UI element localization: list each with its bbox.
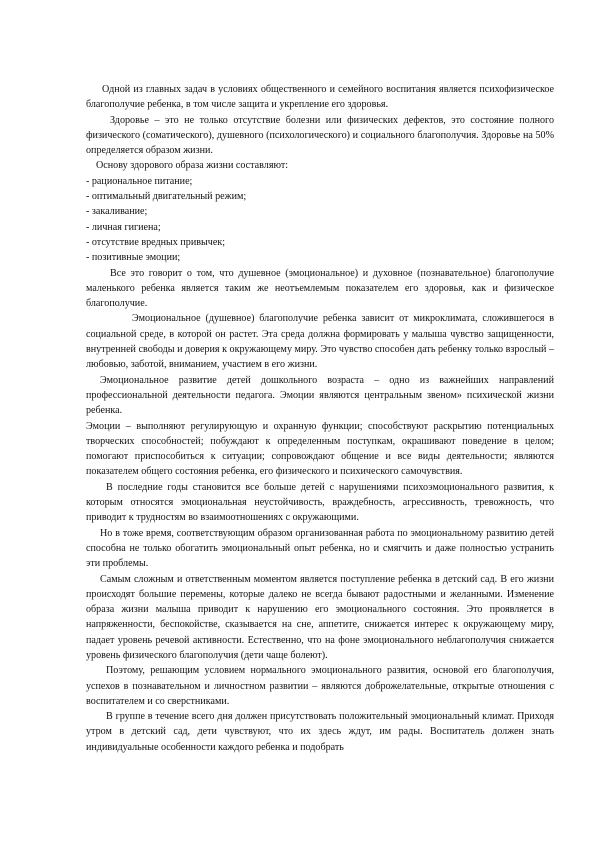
paragraph-health-definition: Здоровье – это не только отсутствие болезни или физических дефектов, это состояние полного физического (соматического), душевного (психологического) и социального благополучия. Здоровье на 50% определяется образом жизни.	[86, 114, 554, 157]
healthy-lifestyle-list	[86, 174, 554, 266]
paragraph-emotion-functions: Эмоции – выполняют регулирующую и охранную функции; способствуют раскрытию потенциальных творческих способностей; побуждают к определенным поступкам, окрашивают поведение в целом; помогают приспособиться к ситуации; сопровождают общение и все виды деятельности; являются показателем общего состояния ребенка, его физического и психического самочувствия.	[86, 420, 554, 478]
paragraph-organized-work: Но в тоже время, соответствующим образом организованная работа по эмоциональному развитию детей способна не только обогатить эмоциональный опыт ребенка, но и смягчить и даже полностью устранить эти проблемы.	[86, 527, 554, 570]
list-item: - оптимальный двигательный режим;	[86, 191, 247, 203]
list-item: - закаливание;	[86, 206, 148, 218]
paragraph-decisive-condition: Поэтому, решающим условием нормального эмоционального развития, основой его благополучия, успехов в познавательном и личностном развитии – являются доброжелательные, открытые отношения с воспитателем и со сверстниками.	[86, 665, 554, 707]
paragraph-group-climate: В группе в течение всего дня должен присутствовать положительный эмоциональный климат. Приходя утром в детский сад, дети чувствуют, что их здесь ждут, им рады. Воспитатель должен знать индивидуальные особенности каждого ребенка и подобрать	[86, 711, 554, 753]
paragraph-microclimate: Эмоциональное (душевное) благополучие ребенка зависит от микроклимата, сложившегося в социальной среде, в которой он растет. Эта среда должна формировать у малыша чувство защищенности, внутренней свободы и доверия к окружающему миру. Это чувство способен дать ребенку только взрослый – любовью, заботой, вниманием, участием в его жизни.	[86, 313, 554, 371]
list-item: - отсутствие вредных привычек;	[86, 236, 226, 248]
paragraph-emotional-development: Эмоциональное развитие детей дошкольного возраста – одно из важнейших направлений профессиональной деятельности педагога. Эмоции являются центральным звеном» психической жизни ребенка.	[86, 374, 554, 417]
list-item: - позитивные эмоции;	[86, 252, 181, 264]
list-item: - личная гигиена;	[86, 221, 161, 233]
paragraph-intro: Одной из главных задач в условиях общественного и семейного воспитания является психофизическое благополучие ребенка, в том числе защита и укрепление его здоровья.	[86, 84, 554, 111]
document-page	[86, 82, 554, 755]
paragraph-disorders: В последние годы становится все больше детей с нарушениями психоэмоционального развития, к которым относятся эмоциональная неустойчивость, враждебность, агрессивность, тревожность, что приводит к трудностям во взаимоотношениях с окружающими.	[86, 481, 554, 524]
list-item: - рациональное питание;	[86, 175, 193, 187]
paragraph-healthy-lifestyle-heading: Основу здорового образа жизни составляют:	[96, 160, 289, 172]
paragraph-wellbeing: Все это говорит о том, что душевное (эмоциональное) и духовное (познавательное) благополучие маленького ребенка является таким же неотъемлемым показателем его здоровья, как и физическое благополучие.	[86, 267, 554, 310]
paragraph-kindergarten-entry: Самым сложным и ответственным моментом является поступление ребенка в детский сад. В его жизни происходят большие перемены, которые далеко не всегда бывают радостными и желанными. Изменение образа жизни малыша приводит к нарушению его эмоционального состояния. Это проявляется в напряженности, беспокойстве, сказывается на сне, аппетите, снижается интерес к окружающему миру, падает уровень речевой активности. Естественно, что на фоне эмоционального неблагополучия снижается уровень физического благополучия (дети чаще болеют).	[86, 573, 554, 661]
